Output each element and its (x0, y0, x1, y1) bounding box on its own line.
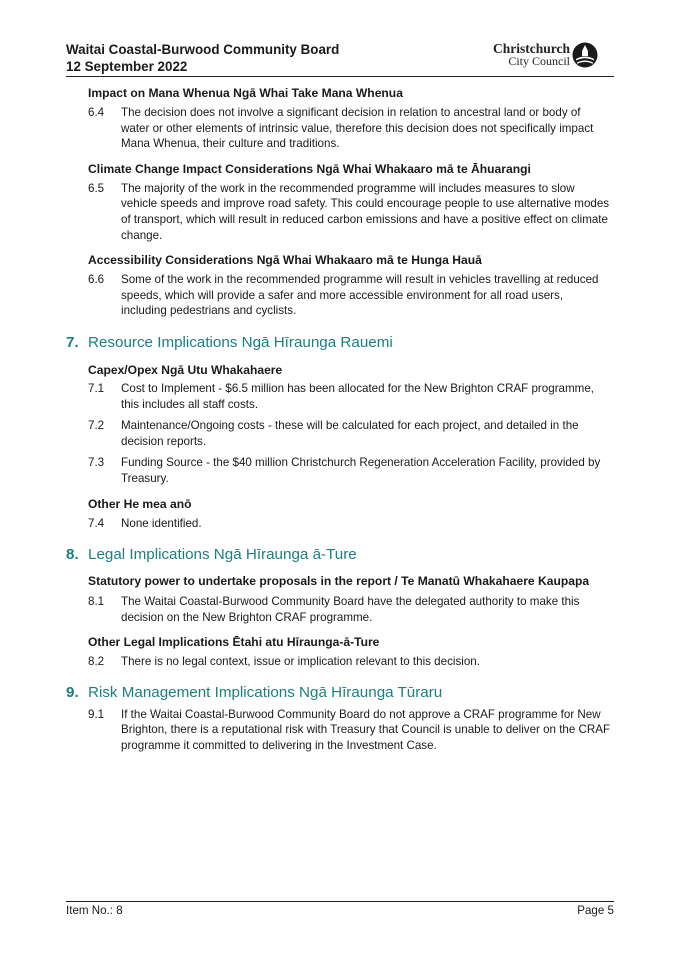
item-number: 6.5 (88, 181, 105, 195)
item-text: The Waitai Coastal-Burwood Community Board have the delegated authority to make this decision on the New Brighton CRAF programme. (121, 595, 580, 624)
item-number: 7.3 (88, 456, 105, 470)
logo-line2: City Council (508, 54, 570, 68)
list-item (88, 707, 611, 754)
list-item (88, 181, 611, 243)
item-number-label: Item No.: 8 (66, 904, 123, 917)
item-number: 9.1 (88, 707, 105, 721)
item-number: 6.4 (88, 106, 105, 119)
item-text: Some of the work in the recommended programme will result in vehicles travelling at reduced speeds, which will provide a safer and more accessible environment for all road users, including pedestrians and cyclists. (121, 273, 599, 318)
list-item (88, 272, 611, 319)
section-number: 9. (66, 683, 79, 701)
item-text: If the Waitai Coastal-Burwood Community Board do not approve a CRAF programme for New Brighton, there is a reputational risk with Treasury that Council is unable to deliver on the CRAF programme it committed to delivering in the Investment Case. (121, 707, 611, 753)
item-text: Funding Source - the $40 million Christchurch Regeneration Acceleration Facility, provided by Treasury. (121, 456, 601, 485)
christchurch-cathedral-logo-icon (572, 42, 598, 68)
section-9-heading (66, 683, 611, 703)
item-text: The majority of the work in the recommended programme will includes measures to slow vehicle speeds and improve road safety. This could encourage people to use alternative modes of transport, which will result in reduced carbon emissions and have a positive effect on climate change. (121, 181, 610, 242)
item-number: 7.1 (88, 381, 105, 395)
page-content (66, 80, 611, 754)
statutory-heading: Statutory power to undertake proposals in the report / Te Manatū Whakahaere Kaupapa (88, 574, 590, 589)
page-footer (66, 901, 614, 919)
item-number: 7.2 (88, 419, 105, 433)
board-title: Waitai Coastal-Burwood Community Board (66, 42, 340, 57)
council-logo (494, 41, 614, 71)
section-title: Risk Management Implications Ngā Hīraunga Tūraru (88, 683, 443, 701)
list-item (88, 594, 611, 625)
list-item (88, 654, 611, 670)
list-item (88, 455, 611, 486)
page-number: Page 5 (577, 904, 614, 917)
logo-line1: Christchurch (492, 41, 570, 56)
climate-heading: Climate Change Impact Considerations Ngā Whai Whakaaro mā te Āhuarangi (88, 161, 531, 176)
section-number: 7. (66, 333, 79, 351)
list-item (88, 105, 611, 152)
section-title: Resource Implications Ngā Hīraunga Rauemi (88, 333, 393, 351)
item-text: None identified. (121, 516, 202, 530)
section-7-heading (66, 333, 611, 353)
item-number: 8.1 (88, 595, 105, 609)
item-number: 8.2 (88, 655, 105, 669)
other-heading: Other He mea anō (88, 496, 192, 511)
capex-heading: Capex/Opex Ngā Utu Whakahaere (88, 362, 283, 377)
other-legal-heading: Other Legal Implications Ētahi atu Hīraunga-ā-Ture (88, 635, 380, 650)
list-item (88, 381, 611, 412)
item-text: The decision does not involve a significant decision in relation to ancestral land or body of water or other elements of intrinsic value, therefore this decision does not specifically impact Mana Whenua, their culture and traditions. (121, 106, 594, 151)
item-text: Cost to Implement - $6.5 million has been allocated for the New Brighton CRAF programme, this includes all staff costs. (121, 381, 594, 411)
list-item (88, 516, 611, 532)
item-text: There is no legal context, issue or implication relevant to this decision. (121, 655, 480, 669)
meeting-date: 12 September 2022 (66, 59, 188, 74)
page-header (66, 40, 614, 77)
item-text: Maintenance/Ongoing costs - these will be calculated for each project, and detailed in the decision reports. (121, 419, 579, 448)
item-number: 6.6 (88, 273, 105, 287)
list-item (88, 418, 611, 449)
section-number: 8. (66, 546, 79, 564)
section-title: Legal Implications Ngā Hīraunga ā-Ture (88, 546, 357, 564)
section-8-heading (66, 545, 611, 565)
impact-heading: Impact on Mana Whenua Ngā Whai Take Mana Whenua (88, 86, 403, 100)
item-number: 7.4 (88, 516, 105, 530)
accessibility-heading: Accessibility Considerations Ngā Whai Whakaaro mā te Hunga Hauā (88, 253, 482, 268)
